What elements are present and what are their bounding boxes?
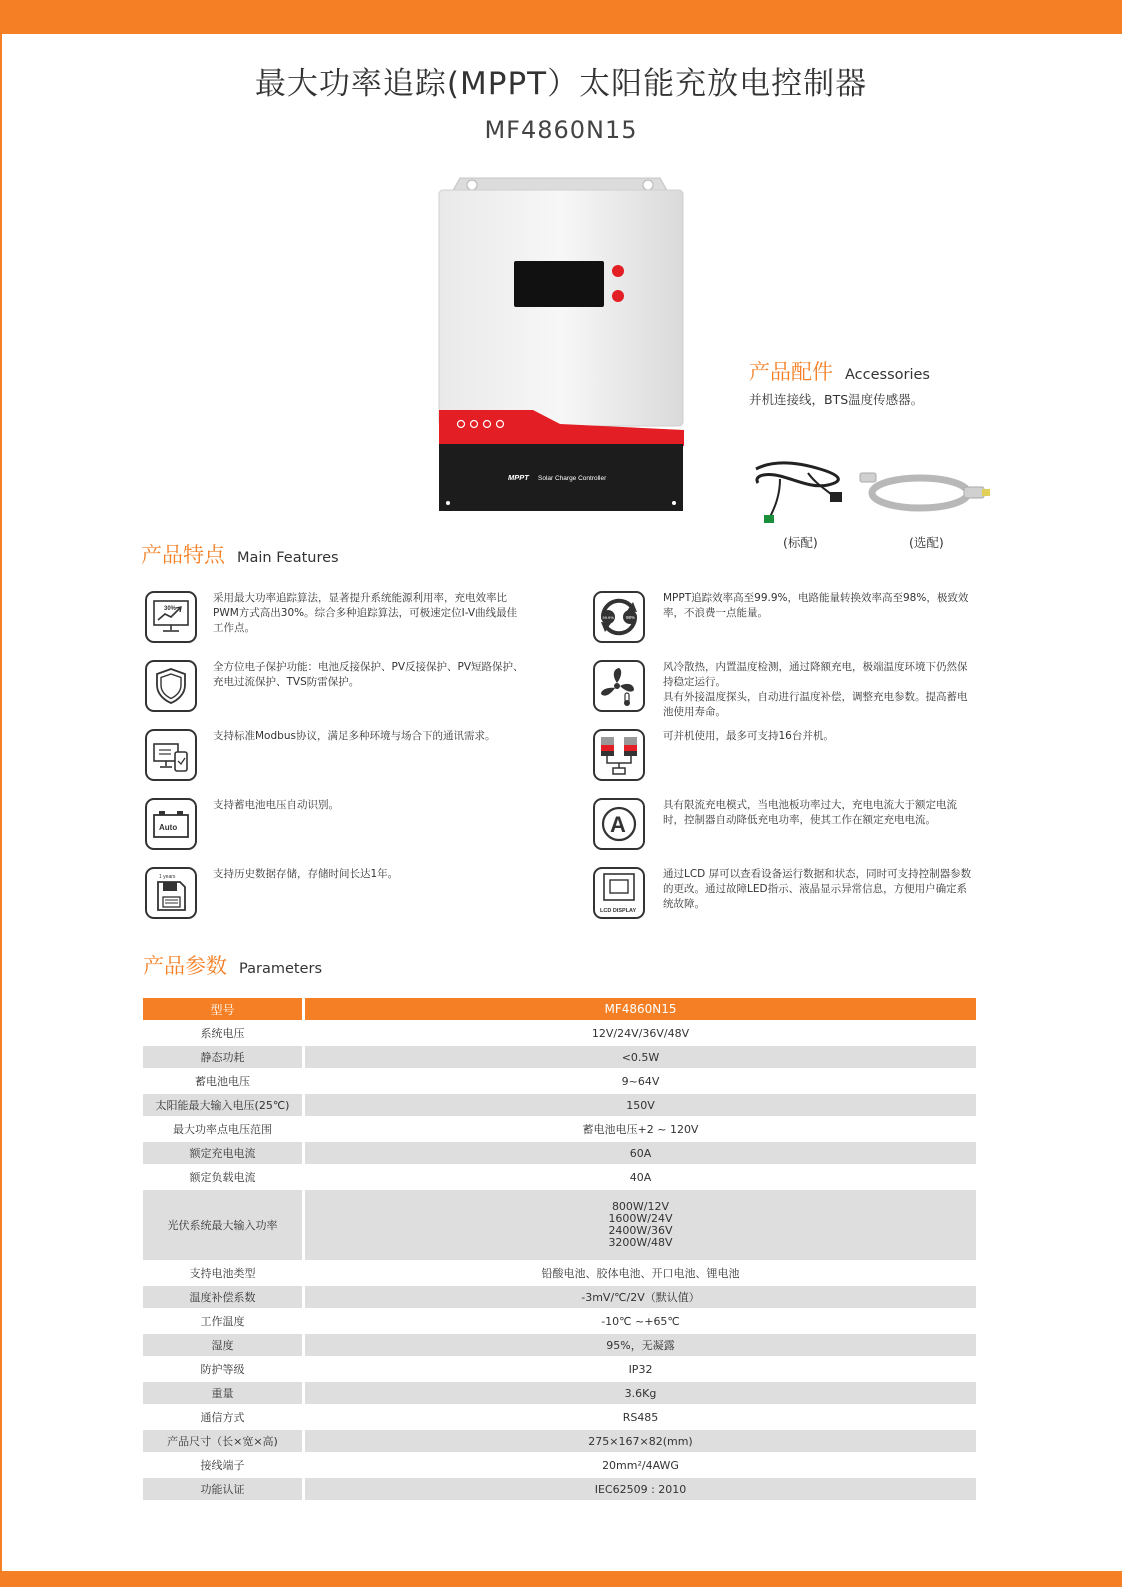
shield-icon [145, 660, 197, 712]
bottom-accent-bar [0, 1571, 1122, 1587]
accessories-heading-en: Accessories [845, 367, 930, 383]
features-heading [141, 539, 339, 569]
parameters-heading-en: Parameters [239, 961, 322, 977]
param-key: 重量 [143, 1382, 302, 1404]
table-header-row [143, 998, 976, 1020]
param-value: 150V [305, 1094, 976, 1116]
fan-thermometer-icon [593, 660, 645, 712]
efficiency-chart-icon [145, 591, 197, 643]
param-key: 通信方式 [200, 1411, 245, 1424]
table-row [143, 1094, 976, 1116]
param-value: 蓄电池电压+2 ~ 120V [582, 1123, 699, 1136]
lcd-screen [514, 261, 604, 307]
param-value: 60A [305, 1142, 976, 1164]
param-key: 静态功耗 [143, 1046, 302, 1068]
page-title: 最大功率追踪(MPPT）太阳能充放电控制器 [254, 66, 868, 102]
param-value: 12V/24V/36V/48V [591, 1026, 690, 1040]
device-product-label: Solar Charge Controller [538, 475, 607, 482]
table-row [143, 1430, 976, 1452]
base-screw-right [672, 501, 676, 505]
accessories-description: 并机连接线，BTS温度传感器。 [749, 392, 924, 407]
device-body [439, 190, 683, 426]
battery-auto-icon [145, 798, 197, 850]
table-header-value: MF4860N15 [305, 998, 976, 1020]
current-limit-icon [593, 798, 645, 850]
mount-hole-left [467, 180, 477, 190]
storage-floppy-icon [145, 867, 197, 919]
param-key: 最大功率点电压范围 [173, 1123, 272, 1136]
param-value: 40A [629, 1170, 652, 1184]
param-value: 95%，无凝露 [305, 1334, 976, 1356]
table-row [143, 1358, 976, 1380]
accessories-heading [749, 356, 930, 386]
feature-text-cooling: 风冷散热，内置温度检测，通过降额充电，极端温度环境下仍然保持稳定运行。 具有外接温度探头，自动进行温度补偿，调整充电参数。提高蓄电池使用寿命。 [663, 661, 968, 718]
table-header-key: 型号 [143, 998, 302, 1020]
param-value: 800W/12V 1600W/24V 2400W/36V 3200W/48V [305, 1190, 976, 1260]
feature-text-data-storage: 支持历史数据存储，存储时间长达1年。 [213, 868, 399, 880]
feature-text-parallel: 可并机使用，最多可支持16台并机。 [663, 730, 834, 742]
param-key: 湿度 [143, 1334, 302, 1356]
param-key: 光伏系统最大输入功率 [143, 1190, 302, 1260]
param-key: 蓄电池电压 [195, 1075, 250, 1088]
temperature-sensor-cable-image [750, 455, 865, 530]
table-row [143, 1118, 976, 1140]
device-button-lower [612, 290, 624, 302]
param-key: 系统电压 [200, 1027, 245, 1040]
auto-label: Auto [159, 823, 178, 832]
device-brand-label: MPPT [508, 473, 529, 482]
base-screw-left [446, 501, 450, 505]
accessory-caption-optional: (选配) [909, 535, 944, 550]
parallel-units-icon [593, 729, 645, 781]
parameters-table [143, 996, 976, 1502]
feature-text-mppt-algorithm: 采用最大功率追踪算法，显著提升系统能源利用率，充电效率比PWM方式高出30%。综合多种追踪算法，可极速定位I-V曲线最佳工作点。 [213, 592, 518, 634]
param-key: 产品尺寸（长×宽×高) [143, 1430, 302, 1452]
table-row [143, 1382, 976, 1404]
conversion-cycle-icon [593, 591, 645, 643]
parameters-heading-cn: 产品参数 [143, 954, 227, 978]
feature-text-tracking-efficiency: MPPT追踪效率高至99.9%，电路能量转换效率高至98%，极致效率，不浪费一点能量。 [663, 592, 969, 619]
table-row [143, 1286, 976, 1308]
table-row [143, 1166, 976, 1188]
param-value: 铅酸电池、胶体电池、开口电池、锂电池 [541, 1267, 740, 1280]
param-value: 9~64V [621, 1074, 660, 1088]
features-heading-en: Main Features [237, 550, 339, 566]
accessory-caption-standard: (标配) [783, 535, 818, 550]
features-heading-cn: 产品特点 [141, 543, 225, 567]
feature-text-lcd: 通过LCD 屏可以查看设备运行数据和状态，同时可支持控制器参数的更改。通过故障LED指示、液晶显示异常信息，方便用户确定系统故障。 [663, 868, 972, 910]
table-row [143, 1142, 976, 1164]
param-value: RS485 [622, 1410, 659, 1424]
feature-text-modbus: 支持标准Modbus协议，满足多种环境与场合下的通讯需求。 [213, 730, 496, 742]
param-value: IEC62509 : 2010 [305, 1478, 976, 1500]
param-key: 额定充电电流 [143, 1142, 302, 1164]
parameters-heading [143, 950, 322, 980]
feature-text-battery-detect: 支持蓄电池电压自动识别。 [213, 799, 339, 811]
param-value: -3mV/℃/2V（默认值） [305, 1286, 976, 1308]
param-value: 3.6Kg [305, 1382, 976, 1404]
param-value: -10℃ ~+65℃ [601, 1314, 680, 1328]
table-row [143, 1022, 976, 1044]
param-key: 额定负载电流 [189, 1171, 256, 1184]
param-key: 接线端子 [200, 1459, 245, 1472]
percent-label: 30% [164, 606, 177, 612]
table-row [143, 1310, 976, 1332]
current-label: A [610, 812, 626, 837]
feature-text-protection: 全方位电子保护功能：电池反接保护、PV反接保护、PV短路保护、充电过流保护、TVS防雷保护。 [213, 661, 524, 688]
lcd-label: LCD DISPLAY [600, 908, 637, 914]
param-key: 温度补偿系数 [143, 1286, 302, 1308]
table-row [143, 1406, 976, 1428]
param-key: 工作温度 [200, 1315, 245, 1328]
table-row [143, 1190, 976, 1260]
efficiency-label-right: 98% [626, 615, 636, 620]
param-key: 功能认证 [143, 1478, 302, 1500]
param-value: 20mm²/4AWG [602, 1458, 679, 1472]
model-number: MF4860N15 [484, 116, 638, 144]
lcd-display-icon [593, 867, 645, 919]
controller-product-image [438, 174, 690, 518]
mount-hole-right [643, 180, 653, 190]
param-key: 支持电池类型 [189, 1267, 256, 1280]
left-accent-border [0, 34, 2, 1571]
param-value: 275×167×82(mm) [305, 1430, 976, 1452]
years-label: 1 years [159, 874, 176, 880]
param-value: IP32 [628, 1362, 653, 1376]
accessories-heading-cn: 产品配件 [749, 360, 833, 384]
param-key: 太阳能最大输入电压(25℃) [143, 1094, 302, 1116]
param-value: <0.5W [305, 1046, 976, 1068]
efficiency-label-left: 99.9% [602, 615, 614, 620]
table-row [143, 1454, 976, 1476]
table-row [143, 1334, 976, 1356]
table-row [143, 1262, 976, 1284]
device-button-upper [612, 265, 624, 277]
parallel-connection-cable-image [858, 465, 1003, 525]
table-row [143, 1046, 976, 1068]
top-accent-bar [0, 0, 1122, 34]
param-key: 防护等级 [200, 1363, 245, 1376]
communication-devices-icon [145, 729, 197, 781]
table-row [143, 1478, 976, 1500]
table-row [143, 1070, 976, 1092]
feature-text-current-limit: 具有限流充电模式，当电池板功率过大，充电电流大于额定电流时，控制器自动降低充电功率，使其工作在额定充电电流。 [663, 799, 957, 826]
